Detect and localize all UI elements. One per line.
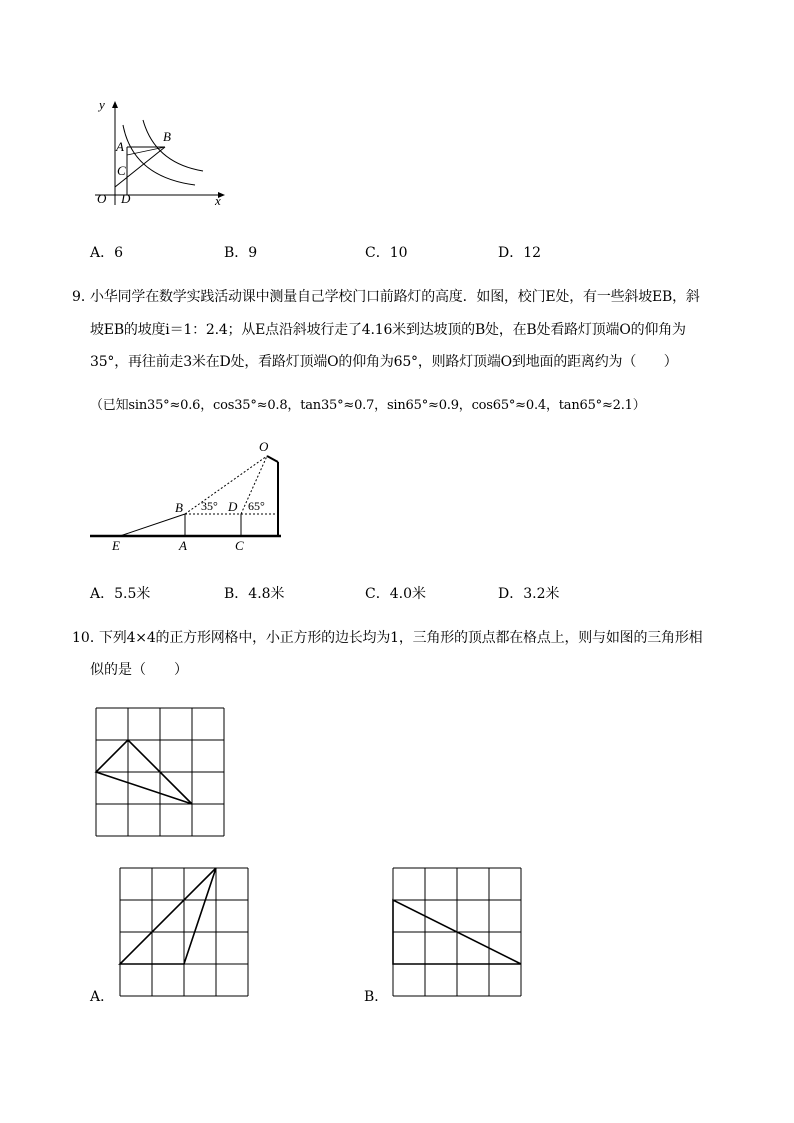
q10-option-a-triangle [120,868,216,964]
q8-option-c-value: 10 [389,245,408,261]
q8-label-C: C [117,163,126,178]
q8-label-O: O [97,191,107,206]
q8-option-c[interactable] [365,242,408,262]
q8-option-a[interactable] [90,242,123,262]
q9-label-E: E [112,538,120,553]
q9-label-A: A [179,538,187,553]
q9-label-C: C [235,538,244,553]
q9-option-a-letter: A． [90,586,115,602]
q9-line-2: 坡EB的坡度i＝1：2.4；从E点沿斜坡行走了4.16米到达坡顶的B处，在B处看路灯顶端O的仰角为 [90,322,686,338]
q9-line-3: 35°，再往前走3米在D处，看路灯顶端O的仰角为65°，则路灯顶端O到地面的距离约为（ ） [90,354,678,370]
q8-option-a-value: 6 [114,245,124,261]
q8-label-B: B [163,129,171,144]
q10-option-a-grid[interactable] [118,866,250,998]
q9-option-b[interactable] [224,583,285,603]
q9-option-c-letter: C． [365,586,390,602]
q9-option-d[interactable] [498,583,560,603]
q9-label-D: D [228,499,238,514]
q9-option-d-value: 3.2米 [523,586,560,602]
q9-line-1: 小华同学在数学实践活动课中测量自己学校门口前路灯的高度．如图，校门E处，有一些斜坡EB，斜 [90,289,700,305]
q8-label-D: D [121,191,131,206]
q8-option-d-letter: D． [498,245,524,261]
q9-number: 9． [72,289,95,305]
q9-angle-35: 35° [201,499,218,513]
q8-option-a-letter: A． [90,245,115,261]
q8-figure [85,95,235,210]
q8-option-b-letter: B． [224,245,249,261]
q9-option-b-value: 4.8米 [248,586,285,602]
q8-option-d-value: 12 [523,245,542,261]
q9-option-c[interactable] [365,583,426,603]
q9-option-a-value: 5.5米 [114,586,151,602]
q8-label-A: A [116,139,124,154]
q9-hint: （已知sin35°≈0.6，cos35°≈0.8，tan35°≈0.7，sin65°≈0.9，cos65°≈0.4，tan65°≈2.1） [90,398,646,413]
q8-label-y: y [99,97,105,112]
q10-line-2: 似的是（ ） [90,662,188,678]
q8-option-b[interactable] [224,242,257,262]
q9-option-d-letter: D． [498,586,524,602]
q8-option-b-value: 9 [248,245,258,261]
q10-option-b-grid[interactable] [391,866,523,998]
q10-line-1: 下列4×4的正方形网格中，小正方形的边长均为1，三角形的顶点都在格点上，则与如图的三角形相 [99,630,703,646]
q9-angle-65: 65° [248,499,265,513]
q9-label-B: B [175,500,183,515]
q10-number: 10． [72,630,104,646]
q8-label-x: x [215,193,221,208]
q9-option-a[interactable] [90,583,150,603]
q9-figure [85,438,290,553]
q8-option-d[interactable] [498,242,541,262]
q10-option-b-label[interactable]: B． [364,989,389,1005]
q10-option-a-label[interactable]: A． [90,989,115,1005]
q8-option-c-letter: C． [365,245,390,261]
q9-label-O: O [259,439,269,454]
q10-reference-grid [94,706,226,838]
q9-option-c-value: 4.0米 [389,586,426,602]
q9-option-b-letter: B． [224,586,249,602]
